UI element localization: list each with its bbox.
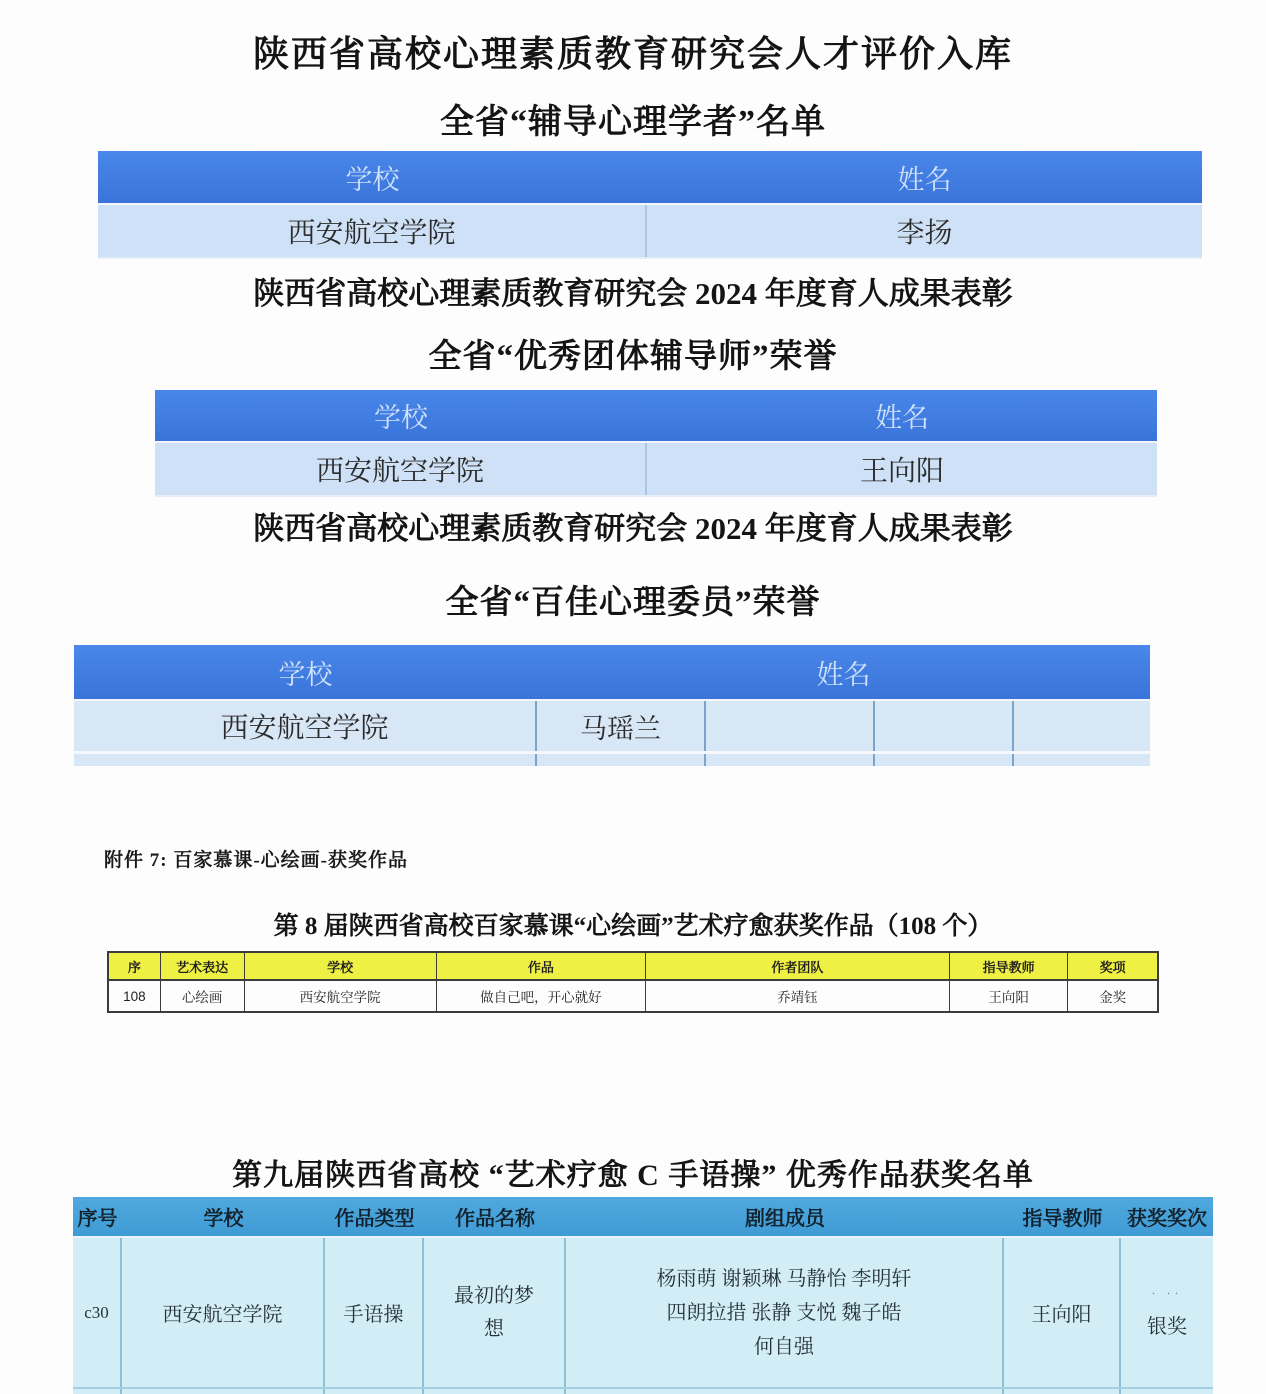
column-header-team: 作者团队: [646, 953, 950, 979]
column-header-award: 奖项: [1099, 959, 1126, 975]
cell-name: [875, 701, 1014, 751]
sign-awards-table: [73, 1197, 1213, 1394]
table-row: [73, 1238, 1213, 1389]
column-header-school: 学校: [345, 164, 400, 195]
column-header-work-title: 作品名称: [455, 1208, 535, 1230]
table-row-partial: [74, 754, 1150, 766]
cell-work-type: 手语操: [325, 1238, 424, 1387]
talent-evaluation-title: 陕西省高校心理素质教育研究会人才评价入库: [252, 34, 1013, 74]
cell-school: 西安航空学院: [155, 443, 647, 495]
table-row-partial: [73, 1389, 1213, 1394]
award-2024-title-a: 陕西省高校心理素质教育研究会 2024 年度育人成果表彰: [253, 276, 1013, 311]
cell-teacher: 王向阳: [1004, 1238, 1121, 1387]
column-header-name: 姓名: [816, 659, 871, 690]
column-header-school: 学校: [374, 403, 428, 433]
column-header-school: 学校: [278, 659, 333, 690]
scholar-table-header: [98, 151, 1202, 205]
group-counselor-table: [155, 390, 1157, 497]
cell-award: [1121, 1238, 1213, 1387]
sign-awards-title: 第九届陕西省高校 “艺术疗愈 C 手语操” 优秀作品获奖名单: [232, 1159, 1034, 1192]
attachment-note: 附件 7: 百家慕课-心绘画-获奖作品: [104, 850, 408, 871]
scholar-table: [98, 151, 1202, 259]
table-row: [98, 205, 1202, 259]
column-header-school: 学校: [245, 953, 437, 979]
cast-line: 何自强: [754, 1335, 814, 1358]
column-header-index: 序: [109, 953, 161, 979]
column-header-award: 获奖奖次: [1127, 1208, 1207, 1230]
committee-table-header: [74, 645, 1150, 701]
column-header-work: 作品: [437, 953, 646, 979]
group-table-header: [155, 390, 1157, 443]
cell-work-title: [424, 1238, 566, 1387]
cell-artform: 心绘画: [161, 981, 245, 1011]
column-header-teacher: 指导教师: [1022, 1208, 1103, 1230]
cell-index: 108: [109, 981, 161, 1011]
cell-name: 马瑶兰: [537, 701, 706, 751]
cell-name: [1014, 701, 1150, 751]
scholar-list-subtitle: 全省“辅导心理学者”名单: [440, 104, 826, 141]
cell-cast: [566, 1238, 1004, 1387]
cell-team: 乔靖钰: [646, 981, 950, 1011]
group-counselor-subtitle: 全省“优秀团体辅导师”荣誉: [428, 339, 838, 375]
column-header-name: 姓名: [875, 403, 929, 433]
column-header-index: 序号: [77, 1208, 118, 1230]
table-row: [109, 981, 1157, 1011]
cast-line: 四朗拉措 张静 支悦 魏子皓: [666, 1301, 902, 1324]
cell-school: 西安航空学院: [74, 701, 537, 751]
cell-school: 西安航空学院: [98, 205, 647, 257]
committee-table: [74, 645, 1150, 766]
award-2024-title-b: 陕西省高校心理素质教育研究会 2024 年度育人成果表彰: [253, 511, 1013, 546]
cell-index: c30: [73, 1238, 122, 1387]
column-header-work-type: 作品类型: [334, 1208, 415, 1230]
cell-name: 王向阳: [859, 456, 944, 487]
cell-award: 金奖: [1099, 990, 1127, 1005]
mooc-table-header: [109, 953, 1157, 981]
cell-school: 西安航空学院: [122, 1238, 325, 1387]
mooc-awards-title: 第 8 届陕西省高校百家慕课“心绘画”艺术疗愈获奖作品（108 个）: [273, 913, 993, 940]
committee-subtitle: 全省“百佳心理委员”荣誉: [445, 585, 821, 621]
column-header-artform: 艺术表达: [161, 953, 245, 979]
cell-school: 西安航空学院: [245, 981, 437, 1011]
table-row: [155, 443, 1157, 497]
sign-table-header: [73, 1197, 1213, 1238]
cast-line: 杨雨萌 谢颖琳 马静怡 李明轩: [656, 1267, 912, 1290]
award-text: 银奖: [1147, 1316, 1187, 1338]
cell-name: 李扬: [896, 218, 953, 249]
column-header-teacher: 指导教师: [950, 953, 1069, 979]
award-note-artifact: · ··: [1151, 1286, 1183, 1300]
cell-name: [706, 701, 875, 751]
column-header-cast: 剧组成员: [745, 1208, 825, 1230]
work-title-text: 最初的梦想: [454, 1284, 534, 1340]
column-header-school: 学校: [203, 1208, 244, 1230]
mooc-awards-table: [107, 951, 1159, 1013]
cell-teacher: 王向阳: [950, 981, 1069, 1011]
table-row: [74, 701, 1150, 754]
column-header-name: 姓名: [897, 164, 952, 195]
cell-work: 做自己吧，开心就好: [437, 981, 646, 1011]
